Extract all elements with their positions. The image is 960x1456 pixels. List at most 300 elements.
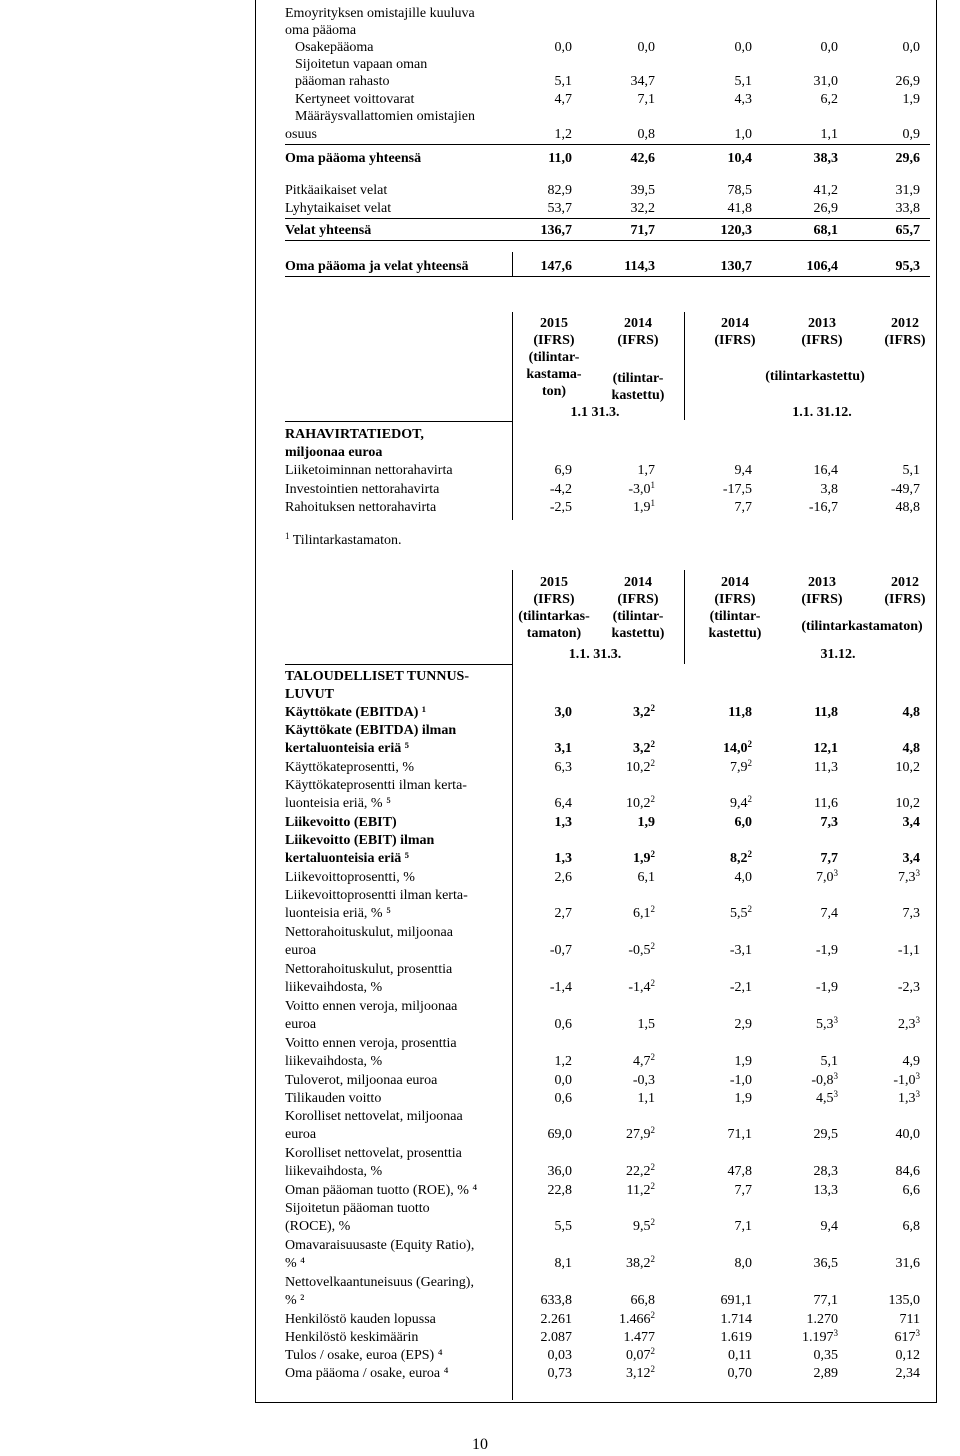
row-label: Henkilöstö keskimäärin	[285, 1330, 419, 1345]
cell-value: 1,3	[554, 815, 572, 830]
footnote-mark: 2	[650, 1181, 655, 1191]
cell-value: 13,3	[813, 1183, 838, 1198]
section-title: LUVUT	[285, 687, 335, 702]
table-cell	[840, 1126, 920, 1143]
column-header: (IFRS)	[801, 592, 843, 607]
cell-value: 4,8	[902, 705, 920, 720]
footnote-mark: 1	[650, 480, 655, 490]
table-cell	[492, 1365, 572, 1382]
table-cell	[672, 1255, 752, 1272]
table-cell	[758, 704, 838, 721]
table-cell	[492, 150, 572, 167]
cell-value: -4,2	[549, 482, 572, 497]
table-cell	[492, 814, 572, 831]
column-header: (IFRS)	[714, 333, 756, 348]
footnote-mark: 2	[650, 1052, 655, 1062]
table-cell	[575, 39, 655, 56]
table-cell	[492, 258, 572, 275]
row-label: pääoman rahasto	[295, 74, 390, 89]
cell-value: 0,0	[637, 40, 655, 55]
table-cell	[492, 1329, 572, 1346]
column-header: 2012	[891, 316, 919, 331]
cell-value: 114,3	[624, 259, 655, 274]
table-cell	[758, 869, 838, 886]
footnote-text: Tilintarkastamaton.	[289, 533, 402, 548]
table-cell	[492, 869, 572, 886]
column-divider	[512, 312, 513, 520]
cell-value: 9,4	[730, 796, 748, 811]
cell-value: 1,5	[637, 1017, 655, 1032]
table-cell	[672, 481, 752, 498]
footnote-mark: 1	[650, 498, 655, 508]
cell-value: 1,2	[554, 1054, 572, 1069]
cell-value: 71,7	[630, 223, 655, 238]
row-label: Omavaraisuusaste (Equity Ratio),	[285, 1238, 475, 1253]
cell-value: 106,4	[806, 259, 838, 274]
cell-value: 5,1	[734, 74, 752, 89]
table-cell	[672, 740, 752, 757]
table-cell	[758, 1072, 838, 1089]
column-header: (IFRS)	[533, 592, 575, 607]
footnote-mark: 2	[650, 758, 655, 768]
cell-value: 6,1	[637, 870, 655, 885]
cell-value: 1,3	[898, 1091, 916, 1106]
cell-value: 0,0	[902, 40, 920, 55]
row-divider	[285, 240, 930, 241]
table-cell	[672, 1016, 752, 1033]
cell-value: 5,3	[816, 1017, 834, 1032]
table-cell	[575, 1311, 655, 1328]
table-cell	[758, 462, 838, 479]
table-cell	[840, 1163, 920, 1180]
table-cell	[840, 1311, 920, 1328]
table-cell	[672, 73, 752, 90]
footnote-mark: 3	[915, 868, 920, 878]
row-divider	[285, 664, 512, 665]
cell-value: 14,0	[723, 741, 748, 756]
cell-value: 1,1	[637, 1091, 655, 1106]
cell-value: 2,7	[554, 906, 572, 921]
table-cell	[840, 73, 920, 90]
cell-value: 10,2	[895, 760, 920, 775]
cell-value: 0,35	[813, 1348, 838, 1363]
column-header: (tilintar-	[709, 609, 761, 624]
cell-value: 7,7	[820, 851, 838, 866]
footnote-mark: 2	[650, 941, 655, 951]
table-cell	[840, 39, 920, 56]
cell-value: 1.270	[806, 1312, 838, 1327]
cell-value: 130,7	[720, 259, 752, 274]
table-cell	[758, 1126, 838, 1143]
table-cell	[672, 979, 752, 996]
cell-value: 633,8	[540, 1293, 572, 1308]
table-cell	[840, 759, 920, 776]
row-divider	[285, 276, 930, 277]
table-cell	[758, 1090, 838, 1107]
row-label: luonteisia eriä, % ⁵	[285, 796, 391, 811]
footnote-mark: 2	[650, 849, 655, 859]
cell-value: 1,3	[554, 851, 572, 866]
table-cell	[840, 1218, 920, 1235]
cell-value: 82,9	[547, 183, 572, 198]
cell-value: 7,7	[734, 500, 752, 515]
row-label: Henkilöstö kauden lopussa	[285, 1312, 436, 1327]
cell-value: 84,6	[895, 1164, 920, 1179]
cell-value: 41,2	[813, 183, 838, 198]
table-cell	[840, 850, 920, 867]
table-cell	[758, 222, 838, 239]
cell-value: 5,1	[820, 1054, 838, 1069]
table-cell	[840, 182, 920, 199]
cell-value: 4,7	[633, 1054, 651, 1069]
cell-value: 2.261	[540, 1312, 572, 1327]
table-cell	[492, 1255, 572, 1272]
row-label: Liikevoittoprosentti ilman kerta-	[285, 888, 468, 903]
cell-value: 36,0	[547, 1164, 572, 1179]
cell-value: 34,7	[630, 74, 655, 89]
cell-value: 6,0	[734, 815, 752, 830]
table-cell	[575, 814, 655, 831]
row-label: oma pääoma	[285, 23, 357, 38]
footnote-mark: 2	[650, 703, 655, 713]
table-cell	[672, 91, 752, 108]
cell-value: -1,1	[897, 943, 920, 958]
cell-value: 1,9	[734, 1054, 752, 1069]
period-header: 1.1. 31.12.	[792, 405, 852, 420]
row-label: Tulos / osake, euroa (EPS) ⁴	[285, 1348, 443, 1363]
cell-value: 5,5	[554, 1219, 572, 1234]
table-cell	[575, 979, 655, 996]
cell-value: 4,8	[902, 741, 920, 756]
cell-value: -0,3	[632, 1073, 655, 1088]
cell-value: 1,9	[633, 851, 651, 866]
table-cell	[492, 1053, 572, 1070]
footnote-mark: 1	[285, 531, 290, 541]
table-cell	[575, 1329, 655, 1346]
row-label: Nettorahoituskulut, prosenttia	[285, 962, 453, 977]
cell-value: 711	[899, 1312, 920, 1327]
cell-value: 4,0	[734, 870, 752, 885]
cell-value: 3,8	[820, 482, 838, 497]
column-header: (IFRS)	[533, 333, 575, 348]
footnote-mark: 2	[650, 1346, 655, 1356]
row-divider	[285, 218, 930, 219]
table-cell	[840, 499, 920, 516]
table-cell	[672, 1090, 752, 1107]
row-label: Liiketoiminnan nettorahavirta	[285, 463, 453, 478]
table-cell	[672, 1311, 752, 1328]
table-cell	[672, 39, 752, 56]
table-cell	[840, 740, 920, 757]
cell-value: 11,8	[728, 705, 752, 720]
cell-value: 78,5	[727, 183, 752, 198]
cell-value: -3,0	[628, 482, 651, 497]
table-cell	[672, 704, 752, 721]
cell-value: 3,1	[554, 741, 572, 756]
cell-value: -2,5	[549, 500, 572, 515]
table-cell	[492, 942, 572, 959]
table-cell	[758, 182, 838, 199]
table-cell	[840, 1329, 920, 1346]
row-label: euroa	[285, 943, 317, 958]
cell-value: 7,3	[902, 906, 920, 921]
table-cell	[758, 979, 838, 996]
row-label: euroa	[285, 1127, 317, 1142]
cell-value: 617	[894, 1330, 916, 1345]
row-label: Käyttökateprosentti ilman kerta-	[285, 778, 467, 793]
row-label: Voitto ennen veroja, miljoonaa	[285, 999, 458, 1014]
cell-value: 9,5	[633, 1219, 651, 1234]
cell-value: 69,0	[547, 1127, 572, 1142]
cell-value: 1,7	[637, 463, 655, 478]
cell-value: 31,6	[895, 1256, 920, 1271]
table-cell	[758, 1053, 838, 1070]
column-header: 2012	[891, 575, 919, 590]
footnote-mark: 2	[650, 739, 655, 749]
cell-value: 26,9	[895, 74, 920, 89]
table-cell	[840, 905, 920, 922]
table-cell	[840, 942, 920, 959]
cell-value: 36,5	[813, 1256, 838, 1271]
table-cell	[840, 704, 920, 721]
section-title: TALOUDELLISET TUNNUS-	[285, 669, 470, 684]
table-cell	[492, 740, 572, 757]
cell-value: 6,1	[633, 906, 651, 921]
cell-value: 5,5	[730, 906, 748, 921]
row-label: Tuloverot, miljoonaa euroa	[285, 1073, 438, 1088]
period-header: 31.12.	[820, 647, 856, 662]
row-label: Oman pääoman tuotto (ROE), % ⁴	[285, 1183, 478, 1198]
row-label: Voitto ennen veroja, prosenttia	[285, 1036, 457, 1051]
cell-value: 7,1	[734, 1219, 752, 1234]
cell-value: 71,1	[727, 1127, 752, 1142]
cell-value: 4,7	[554, 92, 572, 107]
cell-value: 95,3	[895, 259, 920, 274]
cell-value: 6,2	[820, 92, 838, 107]
cell-value: 0,6	[554, 1017, 572, 1032]
table-cell	[758, 814, 838, 831]
table-cell	[575, 740, 655, 757]
column-header: (tilintarkastettu)	[765, 369, 865, 384]
table-cell	[758, 740, 838, 757]
cell-value: 1.466	[619, 1312, 651, 1327]
cell-value: 11,6	[814, 796, 838, 811]
row-label: Käyttökate (EBITDA) ¹	[285, 705, 427, 720]
table-cell	[492, 200, 572, 217]
table-cell	[672, 182, 752, 199]
cell-value: 0,11	[728, 1348, 752, 1363]
table-cell	[758, 150, 838, 167]
cell-value: -2,1	[729, 980, 752, 995]
column-header: (tilintar-	[612, 609, 664, 624]
table-cell	[492, 759, 572, 776]
table-cell	[840, 91, 920, 108]
column-header: 2013	[808, 575, 836, 590]
cell-value: -3,1	[729, 943, 752, 958]
row-label: Emoyrityksen omistajille kuuluva	[285, 6, 475, 21]
cell-value: 3,4	[902, 851, 920, 866]
table-cell	[575, 869, 655, 886]
row-label: Korolliset nettovelat, prosenttia	[285, 1146, 462, 1161]
table-cell	[575, 905, 655, 922]
table-cell	[672, 795, 752, 812]
cell-value: 0,0	[554, 1073, 572, 1088]
cell-value: 1,9	[633, 500, 651, 515]
table-cell	[492, 1072, 572, 1089]
cell-value: 2,89	[813, 1366, 838, 1381]
cell-value: 0,0	[554, 40, 572, 55]
table-cell	[672, 759, 752, 776]
row-label: Pitkäaikaiset velat	[285, 183, 388, 198]
cell-value: 41,8	[727, 201, 752, 216]
row-label: Investointien nettorahavirta	[285, 482, 440, 497]
table-cell	[758, 126, 838, 143]
cell-value: 7,3	[898, 870, 916, 885]
cell-value: 4,5	[816, 1091, 834, 1106]
table-cell	[758, 39, 838, 56]
cell-value: 10,2	[895, 796, 920, 811]
column-header: 2014	[721, 316, 749, 331]
table-cell	[575, 126, 655, 143]
cell-value: 7,7	[734, 1183, 752, 1198]
cell-value: 6,9	[554, 463, 572, 478]
column-divider	[512, 252, 513, 276]
table-cell	[758, 1255, 838, 1272]
table-cell	[758, 1329, 838, 1346]
footnote-mark: 2	[747, 849, 752, 859]
table-cell	[758, 1218, 838, 1235]
cell-value: 22,8	[547, 1183, 572, 1198]
cell-value: 1,9	[902, 92, 920, 107]
row-divider	[285, 421, 512, 422]
table-cell	[492, 222, 572, 239]
column-header: kastama-	[526, 367, 582, 382]
cell-value: -1,0	[893, 1073, 916, 1088]
table-cell	[672, 942, 752, 959]
cell-value: -2,3	[897, 980, 920, 995]
cell-value: 66,8	[630, 1293, 655, 1308]
table-cell	[758, 759, 838, 776]
cell-value: 31,0	[813, 74, 838, 89]
cell-value: 38,3	[813, 151, 838, 166]
row-label: kertaluonteisia eriä ⁵	[285, 741, 409, 756]
row-label: Osakepääoma	[295, 40, 374, 55]
table-cell	[840, 1016, 920, 1033]
cell-value: 0,73	[547, 1366, 572, 1381]
table-cell	[492, 126, 572, 143]
cell-value: 6,3	[554, 760, 572, 775]
table-cell	[840, 1090, 920, 1107]
cell-value: 1,9	[637, 815, 655, 830]
table-cell	[758, 1347, 838, 1364]
footnote-mark: 2	[650, 794, 655, 804]
footnote-mark: 2	[747, 904, 752, 914]
table-cell	[672, 850, 752, 867]
cell-value: 3,0	[554, 705, 572, 720]
cell-value: 2,9	[734, 1017, 752, 1032]
cell-value: -0,7	[549, 943, 572, 958]
cell-value: 33,8	[895, 201, 920, 216]
table-cell	[492, 905, 572, 922]
cell-value: -49,7	[890, 482, 920, 497]
cell-value: 7,0	[816, 870, 834, 885]
table-cell	[758, 258, 838, 275]
cell-value: 7,3	[820, 815, 838, 830]
row-label: Velat yhteensä	[285, 223, 372, 238]
table-cell	[492, 1126, 572, 1143]
table-cell	[672, 1329, 752, 1346]
cell-value: 0,8	[637, 127, 655, 142]
row-label: Sijoitetun pääoman tuotto	[285, 1201, 430, 1216]
row-label: Tilikauden voitto	[285, 1091, 382, 1106]
footnote-mark: 2	[747, 794, 752, 804]
cell-value: 1,9	[734, 1091, 752, 1106]
cell-value: 135,0	[888, 1293, 920, 1308]
cell-value: 3,2	[633, 741, 651, 756]
column-header: (IFRS)	[801, 333, 843, 348]
table-cell	[672, 1053, 752, 1070]
cell-value: 11,3	[814, 760, 838, 775]
table-cell	[672, 869, 752, 886]
cell-value: -1,4	[628, 980, 651, 995]
table-cell	[840, 1347, 920, 1364]
table-cell	[672, 1218, 752, 1235]
cell-value: 2,3	[898, 1017, 916, 1032]
cell-value: 1.619	[720, 1330, 752, 1345]
table-cell	[840, 462, 920, 479]
cell-value: 691,1	[720, 1293, 752, 1308]
cell-value: -1,4	[549, 980, 572, 995]
table-cell	[672, 462, 752, 479]
table-cell	[758, 905, 838, 922]
table-cell	[575, 91, 655, 108]
table-cell	[492, 39, 572, 56]
table-cell	[575, 222, 655, 239]
cell-value: 42,6	[630, 151, 655, 166]
table-cell	[758, 1016, 838, 1033]
cell-value: 8,0	[734, 1256, 752, 1271]
column-header: (IFRS)	[884, 592, 926, 607]
table-cell	[575, 73, 655, 90]
cell-value: 68,1	[813, 223, 838, 238]
footnote-mark: 2	[650, 1254, 655, 1264]
table-cell	[575, 1182, 655, 1199]
table-cell	[672, 258, 752, 275]
cell-value: 47,8	[727, 1164, 752, 1179]
table-cell	[672, 1347, 752, 1364]
row-label: osuus	[285, 127, 317, 142]
table-cell	[672, 1163, 752, 1180]
cell-value: 16,4	[813, 463, 838, 478]
cell-value: 29,6	[895, 151, 920, 166]
footnote-mark: 2	[747, 739, 752, 749]
table-cell	[840, 1255, 920, 1272]
cell-value: 2.087	[540, 1330, 572, 1345]
table-cell	[840, 1365, 920, 1382]
table-cell	[575, 704, 655, 721]
row-label: Oma pääoma yhteensä	[285, 151, 422, 166]
table-cell	[672, 1365, 752, 1382]
column-header: ton)	[541, 384, 567, 399]
cell-value: 0,12	[895, 1348, 920, 1363]
table-cell	[575, 1292, 655, 1309]
table-cell	[840, 1072, 920, 1089]
footnote-mark: 2	[650, 904, 655, 914]
footnote	[285, 532, 402, 549]
cell-value: -17,5	[722, 482, 752, 497]
column-header: 2015	[540, 575, 568, 590]
column-header: 2013	[808, 316, 836, 331]
